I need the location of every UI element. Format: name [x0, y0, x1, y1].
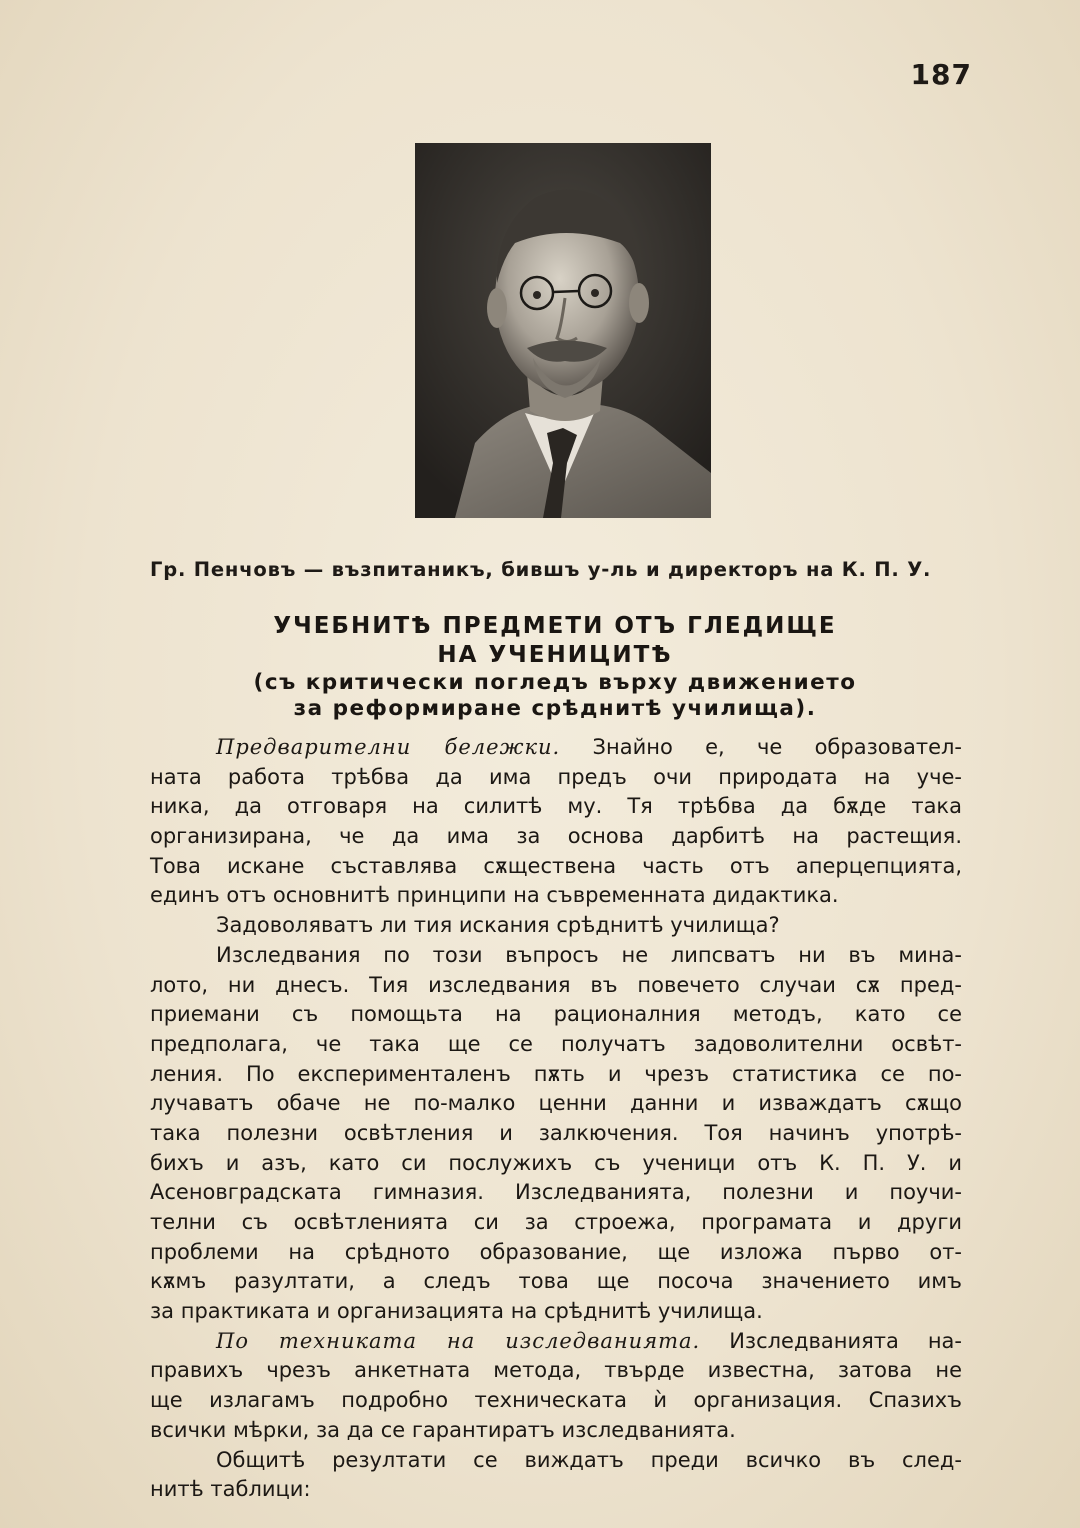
- title-line: НА УЧЕНИЦИТѢ: [437, 642, 673, 668]
- text-line: Асеновградската гимназия. Изследванията, полезни и поучи-: [150, 1180, 962, 1205]
- text-line: проблеми на срѣдното образование, ще изложа първо от-: [150, 1239, 962, 1264]
- text-segment: Знайно е, че образовател-: [592, 735, 962, 759]
- portrait-photo: [415, 143, 711, 518]
- text-line: правихъ чрезъ анкетната метода, твърде известна, затова не: [150, 1358, 962, 1383]
- text-line: бихъ и азъ, като си послужихъ съ ученици отъ К. П. У. и: [150, 1150, 962, 1175]
- text-line: Задоволяватъ ли тия искания срѣднитѣ училища?: [216, 913, 780, 938]
- text-line: ще излагамъ подробно техническата ѝ организация. Спазихъ: [150, 1388, 962, 1413]
- text-line: ната работа трѣбва да има предъ очи природата на уче-: [150, 764, 962, 789]
- text-line: ника, да отговаря на силитѣ му. Тя трѣбва да бѫде така: [150, 794, 962, 819]
- text-line: лучаватъ обаче не по-малко ценни данни и изваждатъ сѫщо: [150, 1091, 962, 1116]
- text-line: нитѣ таблици:: [150, 1477, 311, 1502]
- text-line: телни съ освѣтленията си за строежа, програмата и други: [150, 1210, 962, 1234]
- text-line: така полезни освѣтления и залкючения. Тоя начинъ употрѣ-: [150, 1120, 962, 1145]
- text-line: [150, 1327, 962, 1357]
- photo-caption: Гр. Пенчовъ — възпитаникъ, бившъ у-ль и директоръ на К. П. У.: [150, 558, 932, 581]
- text-line: за практиката и организацията на срѣднитѣ училища.: [150, 1299, 763, 1324]
- portrait-photo-icon: [415, 143, 711, 518]
- title-line: УЧЕБНИТѢ ПРЕДМЕТИ ОТЪ ГЛЕДИЩЕ: [273, 613, 837, 639]
- text-line: [150, 733, 962, 763]
- text-line: Изследвания по този въпросъ не липсватъ ни въ мина-: [216, 942, 962, 967]
- text-line: предполага, че така ще се получатъ задоволителни освѣт-: [150, 1031, 962, 1056]
- text-line: приемани съ помощьта на рационалния методъ, като се: [150, 1002, 962, 1027]
- page-number: 187: [910, 58, 972, 91]
- text-line: единъ отъ основнитѣ принципи на съвременната дидактика.: [150, 883, 839, 908]
- text-line: Това искане съставлява сѫществена часть отъ аперцепцията,: [150, 853, 962, 878]
- article-title: [150, 612, 960, 722]
- text-line: всички мѣрки, за да се гарантиратъ изследванията.: [150, 1417, 736, 1442]
- section-heading: Предварителни бележки.: [216, 735, 561, 759]
- text-line: лото, ни днесъ. Тия изследвания въ повечето случаи сѫ пред-: [150, 972, 962, 997]
- article-body: [150, 733, 962, 1505]
- subtitle-line: (съ критически погледъ върху движението: [253, 670, 857, 695]
- text-line: Общитѣ резултати се виждатъ преди всичко въ след-: [216, 1447, 962, 1472]
- text-segment: Изследванията на-: [729, 1328, 962, 1353]
- subtitle-line: за реформиране срѣднитѣ училища).: [293, 696, 817, 721]
- text-line: организирана, че да има за основа дарбитѣ на растещия.: [150, 824, 962, 849]
- text-line: кѫмъ разултати, а следъ това ще посоча значението имъ: [150, 1269, 962, 1294]
- text-line: ления. По експерименталенъ пѫть и чрезъ статистика се по-: [150, 1061, 962, 1086]
- section-heading: По техниката на изследванията.: [216, 1328, 701, 1353]
